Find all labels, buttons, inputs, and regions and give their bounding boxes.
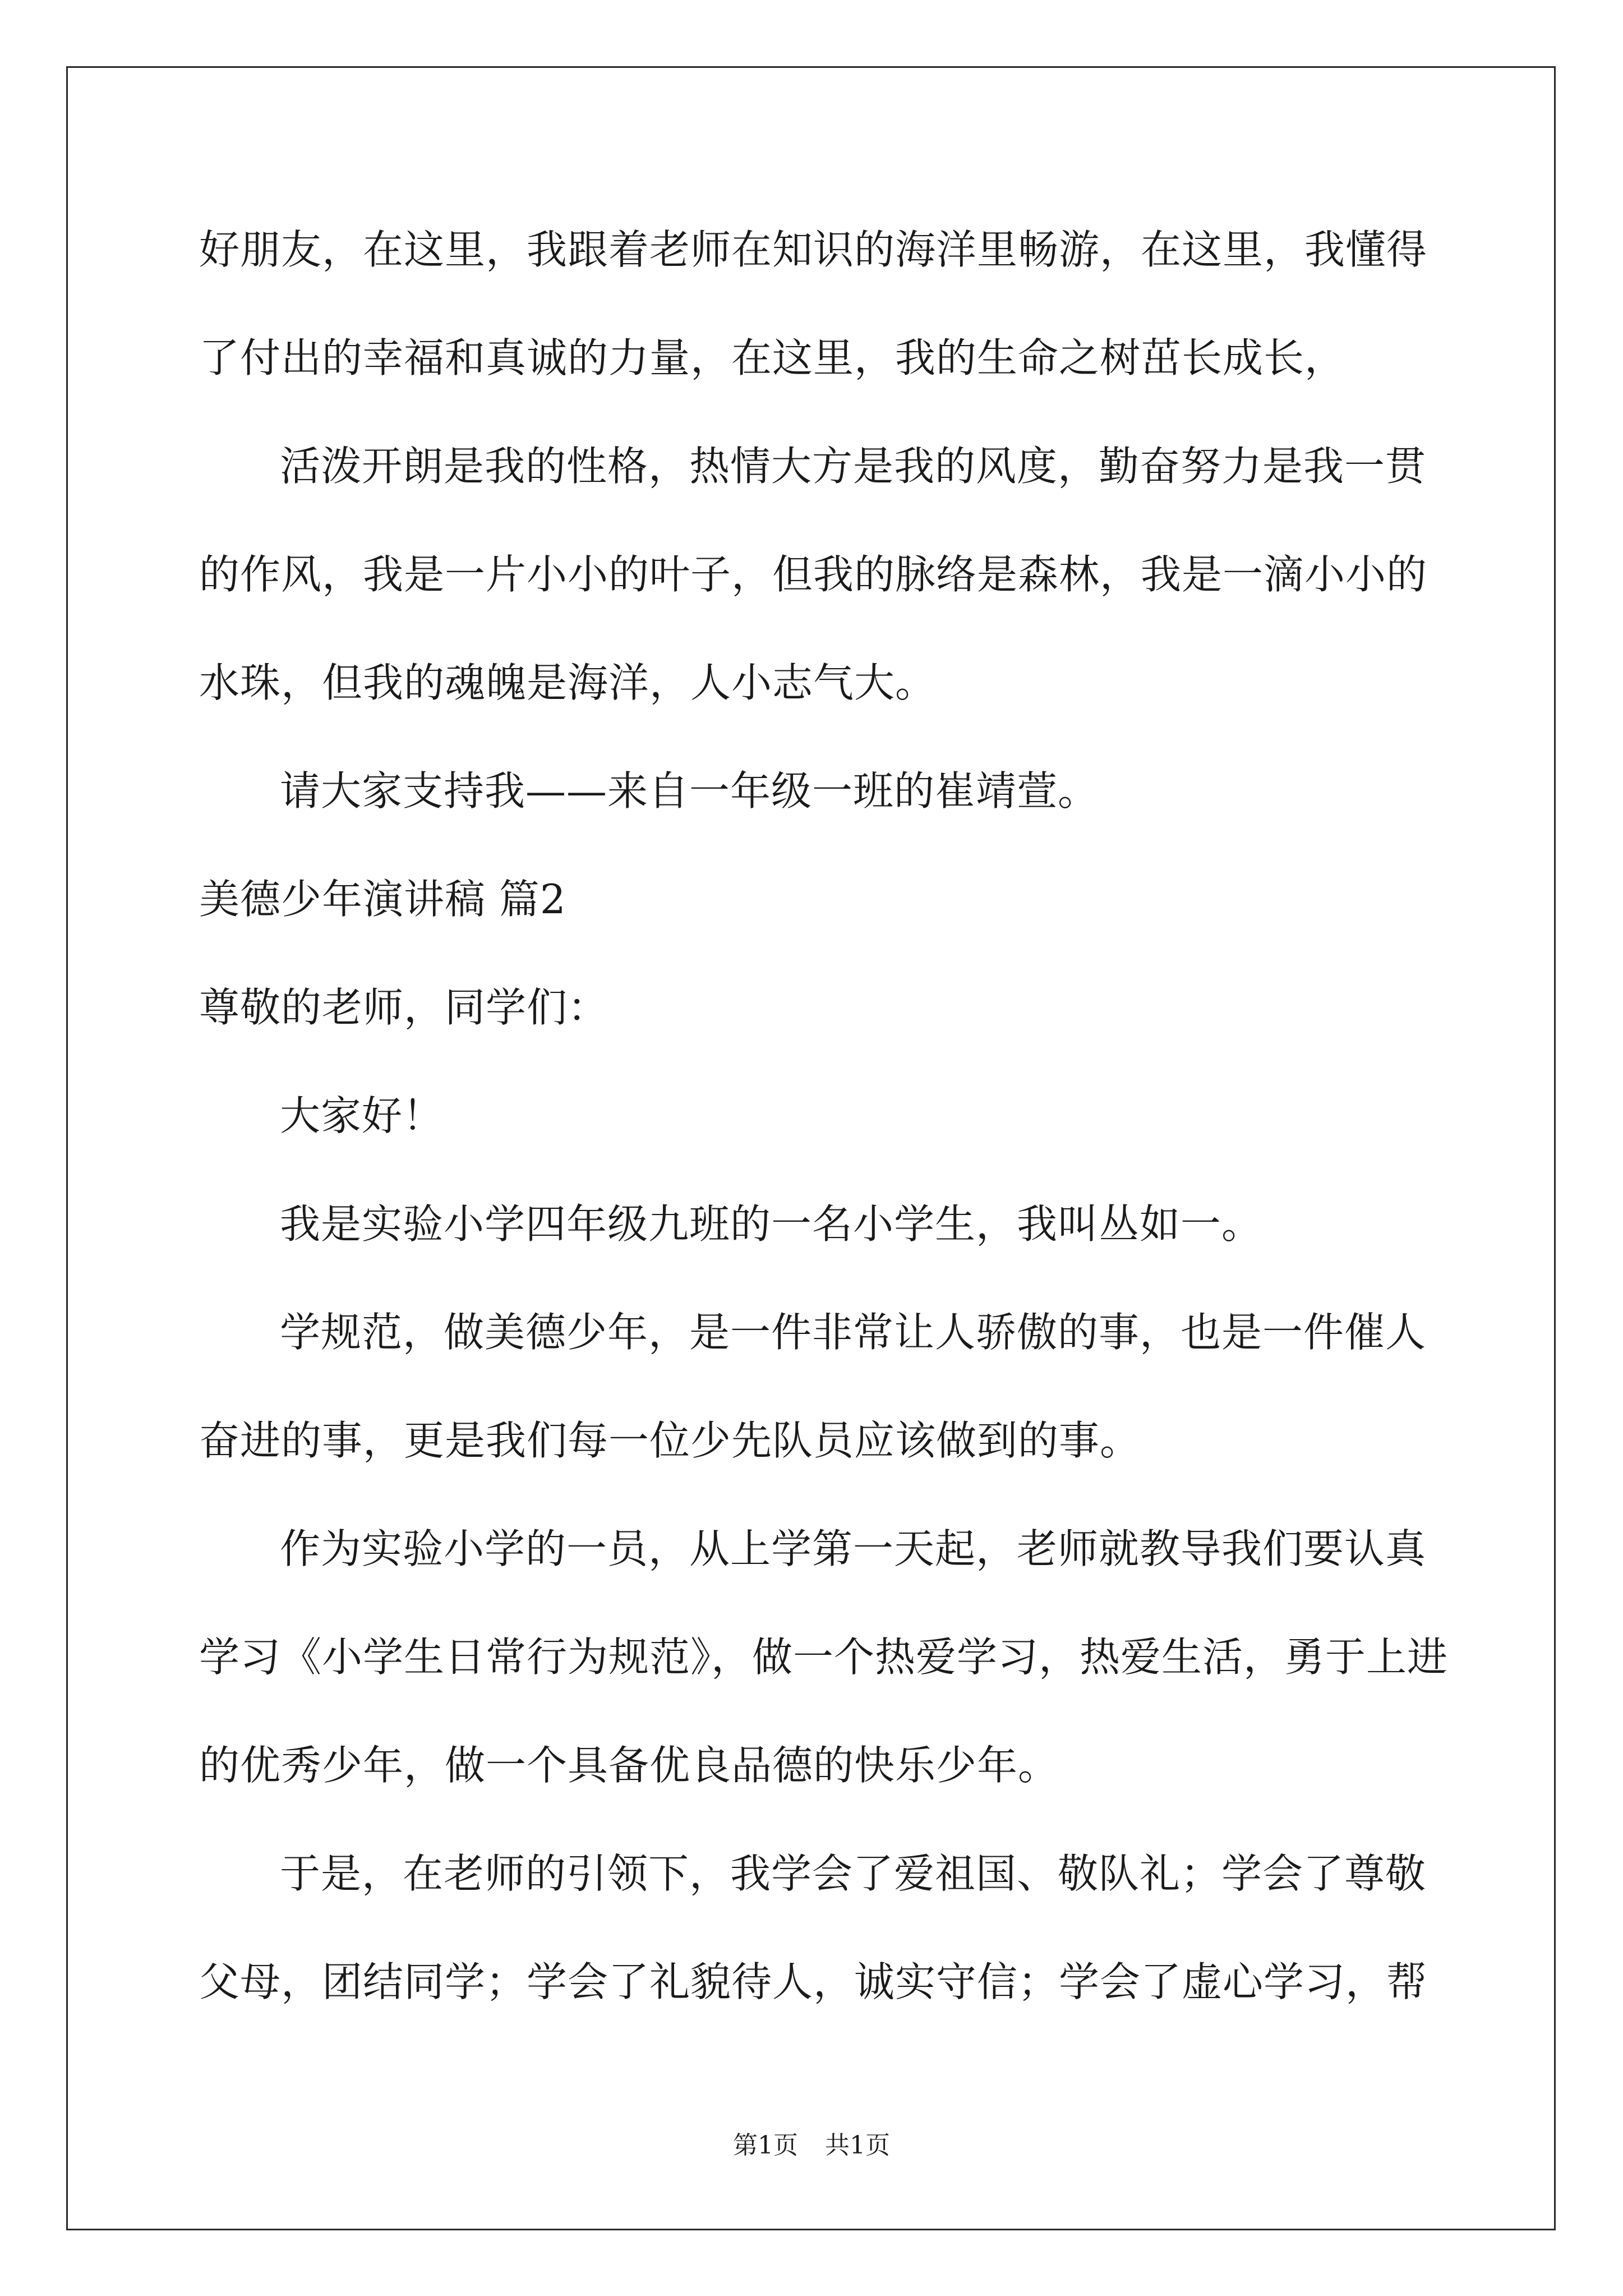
text-line: 好朋友，在这里，我跟着老师在知识的海洋里畅游，在这里，我懂得 bbox=[199, 226, 1428, 273]
page-total: 共1页 bbox=[825, 2131, 890, 2160]
section-heading: 美德少年演讲稿 篇2 bbox=[199, 876, 566, 923]
page-number: 第1页 bbox=[733, 2131, 798, 2160]
page-footer bbox=[0, 2129, 1623, 2162]
paragraph-start: 作为实验小学的一员，从上学第一天起，老师就教导我们要认真 bbox=[280, 1525, 1427, 1572]
text-line: 的优秀少年，做一个具备优良品德的快乐少年。 bbox=[199, 1742, 1059, 1789]
greeting: 大家好！ bbox=[280, 1092, 444, 1139]
paragraph-start: 活泼开朗是我的性格，热情大方是我的风度，勤奋努力是我一贯 bbox=[280, 443, 1427, 490]
paragraph-start: 于是，在老师的引领下，我学会了爱祖国、敬队礼；学会了尊敬 bbox=[280, 1850, 1427, 1897]
page-border bbox=[66, 66, 1556, 2230]
paragraph-start: 请大家支持我——来自一年级一班的崔靖萱。 bbox=[280, 767, 1099, 815]
text-line: 的作风，我是一片小小的叶子，但我的脉络是森林，我是一滴小小的 bbox=[199, 551, 1428, 598]
text-line: 父母，团结同学；学会了礼貌待人，诚实守信；学会了虚心学习，帮 bbox=[199, 1958, 1428, 2005]
paragraph-start: 学规范，做美德少年，是一件非常让人骄傲的事，也是一件催人 bbox=[280, 1309, 1427, 1356]
salutation: 尊敬的老师，同学们： bbox=[199, 984, 609, 1031]
text-line: 奋进的事，更是我们每一位少先队员应该做到的事。 bbox=[199, 1417, 1141, 1464]
text-line: 学习《小学生日常行为规范》，做一个热爱学习，热爱生活，勇于上进 bbox=[199, 1634, 1449, 1681]
text-line: 水珠，但我的魂魄是海洋，人小志气大。 bbox=[199, 659, 937, 706]
text-line: 了付出的幸福和真诚的力量，在这里，我的生命之树茁长成长， bbox=[199, 334, 1346, 381]
paragraph-start: 我是实验小学四年级九班的一名小学生，我叫丛如一。 bbox=[280, 1200, 1263, 1248]
